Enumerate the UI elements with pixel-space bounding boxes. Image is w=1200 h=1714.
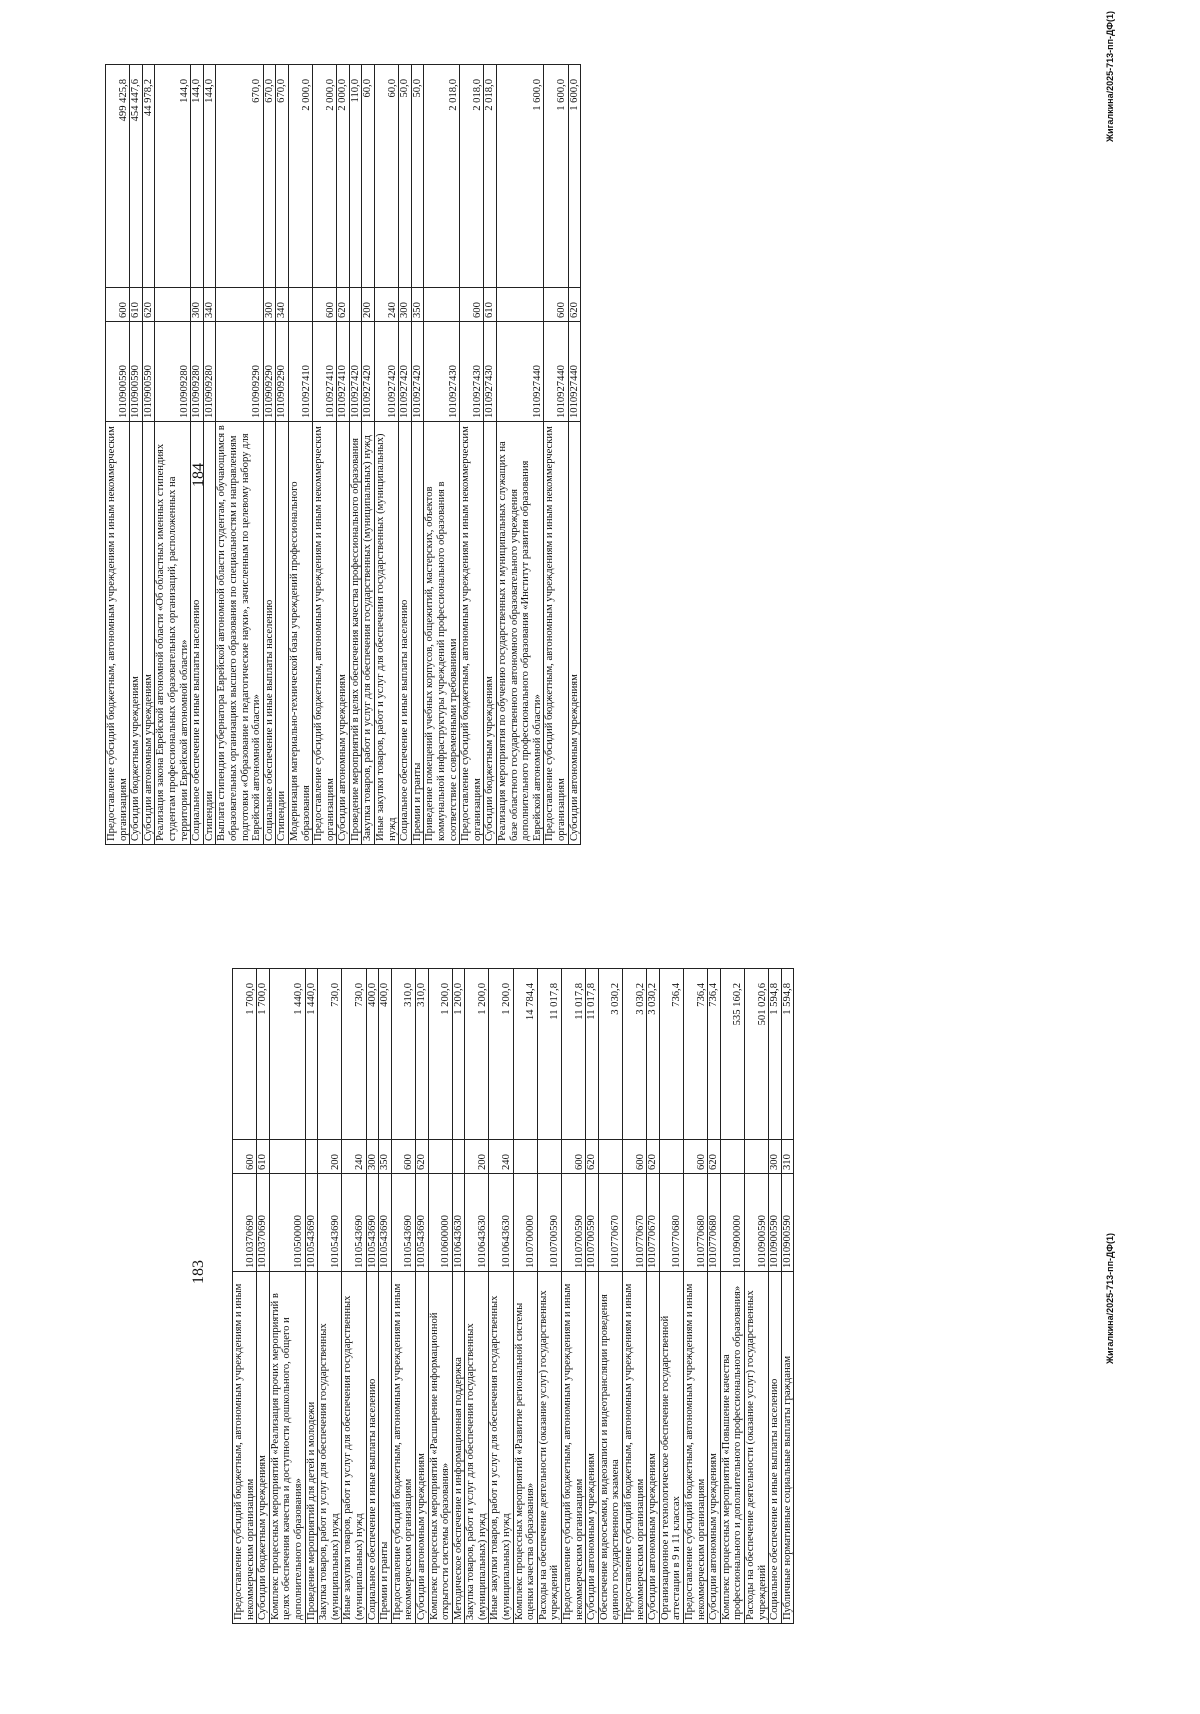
row-name: Закупка товаров, работ и услуг для обеспечения государственных (муниципальных) нужд <box>362 422 375 845</box>
table-row <box>130 65 143 845</box>
row-expense-type: 600 <box>544 288 568 322</box>
row-target-code: 1010770670 <box>647 1174 660 1272</box>
row-name: Социальное обеспечение и иные выплаты населению <box>769 1272 782 1624</box>
row-target-code: 1010927440 <box>497 322 544 422</box>
row-target-code: 1010370690 <box>257 1174 270 1272</box>
row-name: Субсидии автономным учреждениям <box>647 1272 660 1624</box>
table-row <box>623 969 647 1624</box>
row-name: Иные закупки товаров, работ и услуг для обеспечения государственных (муниципальных) нужд <box>375 422 399 845</box>
row-target-code: 1010700590 <box>537 1174 561 1272</box>
row-target-code: 1010927420 <box>411 322 424 422</box>
row-expense-type: 350 <box>411 288 424 322</box>
row-name: Проведение мероприятий в целях обеспечения качества профессионального образования <box>349 422 362 845</box>
row-target-code: 1010909280 <box>155 322 191 422</box>
row-name: Социальное обеспечение и иные выплаты населению <box>366 1272 379 1624</box>
row-name: Социальное обеспечение и иные выплаты населению <box>191 422 204 845</box>
row-amount: 1 600,0 <box>568 65 581 288</box>
row-name: Организационное и технологическое обеспечение государственной аттестации в 9 и 11 классах <box>659 1272 683 1624</box>
row-amount: 11 017,8 <box>586 969 599 1140</box>
row-target-code: 1010700590 <box>562 1174 586 1272</box>
table-row <box>544 65 568 845</box>
row-name: Методическое обеспечение и информационная поддержка <box>452 1272 465 1624</box>
table-row <box>155 65 191 845</box>
table-row <box>497 65 544 845</box>
row-target-code: 1010543690 <box>366 1174 379 1272</box>
row-amount: 310,0 <box>391 969 415 1140</box>
row-expense-type: 200 <box>465 1140 489 1174</box>
row-amount: 730,0 <box>342 969 366 1140</box>
row-expense-type: 620 <box>647 1140 660 1174</box>
row-name: Субсидии автономным учреждениям <box>586 1272 599 1624</box>
row-name: Приведение помещений учебных корпусов, общежитий, мастерских, объектов коммунальной инфраструктуры учреждений профессионального образования в соответствие с современными требованиями <box>424 422 460 845</box>
row-expense-type <box>497 288 544 322</box>
row-target-code: 1010927410 <box>337 322 350 422</box>
row-name: Премии и гранты <box>411 422 424 845</box>
table-row <box>460 65 484 845</box>
row-amount: 1 200,0 <box>452 969 465 1140</box>
row-target-code: 1010927410 <box>288 322 312 422</box>
row-expense-type <box>659 1140 683 1174</box>
row-expense-type <box>720 1140 744 1174</box>
row-expense-type: 610 <box>130 288 143 322</box>
row-expense-type <box>513 1140 537 1174</box>
row-target-code: 1010900590 <box>142 322 155 422</box>
table-row <box>452 969 465 1624</box>
table-row <box>391 969 415 1624</box>
row-expense-type <box>744 1140 768 1174</box>
row-target-code: 1010900590 <box>769 1174 782 1272</box>
row-name: Предоставление субсидий бюджетным, автономным учреждениям и иным некоммерческим организациям <box>106 422 130 845</box>
footer-document-code: Жигалкина/2025-713-пп-ДФ(1) <box>1105 11 1115 142</box>
row-amount: 670,0 <box>263 65 276 288</box>
row-name: Реализация закона Еврейской автономной области «Об областных именных стипендиях студентам профессиональных образовательных организаций, расположенных на территории Еврейской автономной области» <box>155 422 191 845</box>
row-expense-type: 340 <box>276 288 289 322</box>
row-target-code: 1010770670 <box>623 1174 647 1272</box>
row-expense-type: 620 <box>708 1140 721 1174</box>
row-amount: 3 030,2 <box>598 969 622 1140</box>
row-amount: 736,4 <box>708 969 721 1140</box>
row-target-code: 1010909290 <box>276 322 289 422</box>
row-amount: 670,0 <box>216 65 263 288</box>
row-name: Субсидии бюджетным учреждениям <box>257 1272 270 1624</box>
row-name: Закупка товаров, работ и услуг для обеспечения государственных (муниципальных) нужд <box>465 1272 489 1624</box>
row-amount: 144,0 <box>203 65 216 288</box>
table-row <box>342 969 366 1624</box>
row-name: Модернизация материально-технической базы учреждений профессионального образования <box>288 422 312 845</box>
row-target-code: 1010927440 <box>544 322 568 422</box>
row-amount: 499 425,8 <box>106 65 130 288</box>
row-expense-type <box>269 1140 305 1174</box>
row-name: Реализация мероприятия по обучению государственных и муниципальных служащих на базе областного государственного автономного образовательного учреждения дополнительного профессионального образования «Институт развития образования Еврейской автономной области» <box>497 422 544 845</box>
row-target-code: 1010927420 <box>375 322 399 422</box>
row-name: Иные закупки товаров, работ и услуг для обеспечения государственных (муниципальных) нужд <box>342 1272 366 1624</box>
row-expense-type <box>288 288 312 322</box>
row-expense-type: 600 <box>313 288 337 322</box>
row-amount: 1 440,0 <box>269 969 305 1140</box>
row-expense-type: 620 <box>415 1140 428 1174</box>
row-amount: 14 784,4 <box>513 969 537 1140</box>
row-target-code: 1010643630 <box>489 1174 513 1272</box>
row-expense-type: 200 <box>362 288 375 322</box>
table-row <box>424 65 460 845</box>
table-row <box>276 65 289 845</box>
row-amount: 110,0 <box>349 65 362 288</box>
row-expense-type: 600 <box>106 288 130 322</box>
row-name: Стипендии <box>276 422 289 845</box>
row-target-code: 1010543690 <box>379 1174 392 1272</box>
row-amount: 1 600,0 <box>497 65 544 288</box>
row-name: Социальное обеспечение и иные выплаты населению <box>399 422 412 845</box>
row-name: Премии и гранты <box>379 1272 392 1624</box>
row-target-code: 1010600000 <box>428 1174 452 1272</box>
row-amount: 2 000,0 <box>313 65 337 288</box>
row-amount: 50,0 <box>399 65 412 288</box>
footer-document-code: Жигалкина/2025-713-пп-ДФ(1) <box>1105 1233 1115 1364</box>
table-row <box>203 65 216 845</box>
row-target-code: 1010700590 <box>586 1174 599 1272</box>
row-name: Комплекс процессных мероприятий «Реализация прочих мероприятий в целях обеспечения качества и доступности дошкольного, общего и дополнительного образования» <box>269 1272 305 1624</box>
row-expense-type: 300 <box>366 1140 379 1174</box>
row-expense-type: 610 <box>484 288 497 322</box>
row-expense-type <box>428 1140 452 1174</box>
row-name: Закупка товаров, работ и услуг для обеспечения государственных (муниципальных) нужд <box>318 1272 342 1624</box>
row-target-code: 1010900590 <box>781 1174 794 1272</box>
table-row <box>744 969 768 1624</box>
row-target-code: 1010927430 <box>424 322 460 422</box>
table-row <box>562 969 586 1624</box>
table-row <box>586 969 599 1624</box>
row-amount: 144,0 <box>191 65 204 288</box>
table-row <box>288 65 312 845</box>
row-name: Расходы на обеспечение деятельности (оказание услуг) государственных учреждений <box>537 1272 561 1624</box>
row-amount: 736,4 <box>683 969 707 1140</box>
budget-table <box>232 968 794 1624</box>
row-name: Выплата стипендии губернатора Еврейской автономной области студентам, обучающимся в образовательных организациях высшего образования по специальностям и направлениям подготовки «Образование и педагогические науки», зачисленным по целевому набору для Еврейской автономной области» <box>216 422 263 845</box>
row-expense-type <box>598 1140 622 1174</box>
row-expense-type: 600 <box>391 1140 415 1174</box>
row-name: Предоставление субсидий бюджетным, автономным учреждениям и иным некоммерческим организациям <box>562 1272 586 1624</box>
row-target-code: 1010927410 <box>313 322 337 422</box>
row-target-code: 1010900000 <box>720 1174 744 1272</box>
row-amount: 1 594,8 <box>769 969 782 1140</box>
row-name: Субсидии автономным учреждениям <box>415 1272 428 1624</box>
table-row <box>513 969 537 1624</box>
row-amount: 310,0 <box>415 969 428 1140</box>
row-amount: 2 000,0 <box>337 65 350 288</box>
row-name: Предоставление субсидий бюджетным, автономным учреждениям и иным некоммерческим организациям <box>544 422 568 845</box>
row-amount: 1 200,0 <box>489 969 513 1140</box>
row-expense-type <box>155 288 191 322</box>
row-target-code: 1010927430 <box>460 322 484 422</box>
row-target-code: 1010927420 <box>362 322 375 422</box>
table-row <box>337 65 350 845</box>
row-expense-type: 300 <box>399 288 412 322</box>
row-amount: 400,0 <box>379 969 392 1140</box>
row-name: Субсидии автономным учреждениям <box>708 1272 721 1624</box>
row-name: Субсидии бюджетным учреждениям <box>484 422 497 845</box>
row-expense-type: 310 <box>781 1140 794 1174</box>
row-target-code: 1010900590 <box>130 322 143 422</box>
row-name: Предоставление субсидий бюджетным, автономным учреждениям и иным некоммерческим организациям <box>683 1272 707 1624</box>
row-target-code: 1010543690 <box>318 1174 342 1272</box>
row-amount: 60,0 <box>362 65 375 288</box>
row-expense-type: 600 <box>623 1140 647 1174</box>
table-row <box>349 65 362 845</box>
row-expense-type: 240 <box>375 288 399 322</box>
table-row <box>411 65 424 845</box>
row-expense-type <box>452 1140 465 1174</box>
row-expense-type <box>216 288 263 322</box>
row-amount: 1 700,0 <box>257 969 270 1140</box>
row-target-code: 1010909290 <box>216 322 263 422</box>
table-row <box>568 65 581 845</box>
row-name: Обеспечение видеосъемки, видеозаписи и видеотрансляции проведения единого государственного экзамена <box>598 1272 622 1624</box>
row-amount: 2 000,0 <box>288 65 312 288</box>
row-expense-type: 620 <box>142 288 155 322</box>
row-expense-type: 620 <box>586 1140 599 1174</box>
table-row <box>537 969 561 1624</box>
row-expense-type: 300 <box>769 1140 782 1174</box>
row-expense-type: 600 <box>233 1140 257 1174</box>
row-target-code: 1010700000 <box>513 1174 537 1272</box>
row-target-code: 1010543690 <box>342 1174 366 1272</box>
row-target-code: 1010770680 <box>659 1174 683 1272</box>
row-amount: 670,0 <box>276 65 289 288</box>
row-amount: 1 700,0 <box>233 969 257 1140</box>
row-name: Иные закупки товаров, работ и услуг для обеспечения государственных (муниципальных) нужд <box>489 1272 513 1624</box>
page-number: 183 <box>190 1260 207 1284</box>
row-target-code: 1010909290 <box>263 322 276 422</box>
row-target-code: 1010643630 <box>452 1174 465 1272</box>
row-name: Предоставление субсидий бюджетным, автономным учреждениям и иным некоммерческим организациям <box>233 1272 257 1624</box>
row-expense-type <box>305 1140 318 1174</box>
table-row <box>415 969 428 1624</box>
row-name: Проведение мероприятий для детей и молодежи <box>305 1272 318 1624</box>
row-amount: 736,4 <box>659 969 683 1140</box>
row-expense-type: 600 <box>460 288 484 322</box>
row-expense-type <box>424 288 460 322</box>
row-name: Социальное обеспечение и иные выплаты населению <box>263 422 276 845</box>
row-expense-type <box>537 1140 561 1174</box>
row-name: Предоставление субсидий бюджетным, автономным учреждениям и иным некоммерческим организациям <box>313 422 337 845</box>
row-amount: 11 017,8 <box>562 969 586 1140</box>
row-target-code: 1010543690 <box>415 1174 428 1272</box>
row-target-code: 1010543690 <box>391 1174 415 1272</box>
table-row <box>106 65 130 845</box>
table-row <box>489 969 513 1624</box>
row-target-code: 1010770670 <box>598 1174 622 1272</box>
table-row <box>263 65 276 845</box>
row-amount: 454 447,6 <box>130 65 143 288</box>
row-expense-type: 200 <box>318 1140 342 1174</box>
row-name: Субсидии автономным учреждениям <box>337 422 350 845</box>
row-target-code: 1010500000 <box>269 1174 305 1272</box>
row-expense-type <box>349 288 362 322</box>
table-row <box>647 969 660 1624</box>
row-expense-type: 600 <box>683 1140 707 1174</box>
row-amount: 11 017,8 <box>537 969 561 1140</box>
table-row <box>683 969 707 1624</box>
row-expense-type: 340 <box>203 288 216 322</box>
table-row <box>708 969 721 1624</box>
row-target-code: 1010643630 <box>465 1174 489 1272</box>
table-row <box>318 969 342 1624</box>
row-name: Комплекс процессных мероприятий «Расширение информационной открытости системы образования» <box>428 1272 452 1624</box>
row-expense-type: 240 <box>342 1140 366 1174</box>
table-row <box>257 969 270 1624</box>
row-target-code: 1010927420 <box>349 322 362 422</box>
table-row <box>216 65 263 845</box>
table-row <box>142 65 155 845</box>
table-row <box>313 65 337 845</box>
table-row <box>659 969 683 1624</box>
table-row <box>484 65 497 845</box>
table-row <box>366 969 379 1624</box>
table-row <box>399 65 412 845</box>
row-expense-type: 300 <box>263 288 276 322</box>
row-expense-type: 240 <box>489 1140 513 1174</box>
row-target-code: 1010909280 <box>203 322 216 422</box>
row-target-code: 1010927430 <box>484 322 497 422</box>
row-name: Стипендии <box>203 422 216 845</box>
table-row <box>233 969 257 1624</box>
row-amount: 400,0 <box>366 969 379 1140</box>
table-row <box>769 969 782 1624</box>
table-row <box>375 65 399 845</box>
row-name: Субсидии автономным учреждениям <box>568 422 581 845</box>
row-amount: 501 020,6 <box>744 969 768 1140</box>
row-name: Расходы на обеспечение деятельности (оказание услуг) государственных учреждений <box>744 1272 768 1624</box>
row-expense-type: 620 <box>568 288 581 322</box>
row-expense-type: 600 <box>562 1140 586 1174</box>
table-row <box>428 969 452 1624</box>
row-name: Предоставление субсидий бюджетным, автономным учреждениям и иным некоммерческим организациям <box>623 1272 647 1624</box>
row-amount: 1 600,0 <box>544 65 568 288</box>
row-amount: 60,0 <box>375 65 399 288</box>
row-name: Публичные нормативные социальные выплаты гражданам <box>781 1272 794 1624</box>
row-amount: 1 200,0 <box>465 969 489 1140</box>
row-amount: 1 200,0 <box>428 969 452 1140</box>
row-name: Субсидии бюджетным учреждениям <box>130 422 143 845</box>
row-name: Субсидии автономным учреждениям <box>142 422 155 845</box>
row-amount: 50,0 <box>411 65 424 288</box>
table-row <box>720 969 744 1624</box>
row-amount: 3 030,2 <box>623 969 647 1140</box>
row-target-code: 1010900590 <box>744 1174 768 1272</box>
row-amount: 535 160,2 <box>720 969 744 1140</box>
row-amount: 2 018,0 <box>460 65 484 288</box>
page-183 <box>0 857 1200 1714</box>
row-name: Предоставление субсидий бюджетным, автономным учреждениям и иным некоммерческим организациям <box>460 422 484 845</box>
row-target-code: 1010370690 <box>233 1174 257 1272</box>
table-row <box>465 969 489 1624</box>
row-amount: 1 440,0 <box>305 969 318 1140</box>
table-row <box>781 969 794 1624</box>
row-target-code: 1010900590 <box>106 322 130 422</box>
row-amount: 1 594,8 <box>781 969 794 1140</box>
row-target-code: 1010909280 <box>191 322 204 422</box>
row-target-code: 1010927420 <box>399 322 412 422</box>
table-row <box>598 969 622 1624</box>
row-name: Предоставление субсидий бюджетным, автономным учреждениям и иным некоммерческим организациям <box>391 1272 415 1624</box>
row-target-code: 1010927440 <box>568 322 581 422</box>
row-target-code: 1010543690 <box>305 1174 318 1272</box>
row-amount: 2 018,0 <box>424 65 460 288</box>
table-row <box>191 65 204 845</box>
row-amount: 144,0 <box>155 65 191 288</box>
table-row <box>379 969 392 1624</box>
table-row <box>269 969 305 1624</box>
row-name: Комплекс процессных мероприятий «Повышение качества профессионального и дополнительного профессионального образования» <box>720 1272 744 1624</box>
row-amount: 730,0 <box>318 969 342 1140</box>
row-expense-type: 300 <box>191 288 204 322</box>
row-name: Комплекс процессных мероприятий «Развитие региональной системы оценки качества образования» <box>513 1272 537 1624</box>
table-row <box>305 969 318 1624</box>
page-number: 184 <box>190 463 207 487</box>
budget-table <box>105 64 581 845</box>
row-target-code: 1010770680 <box>708 1174 721 1272</box>
row-amount: 44 978,2 <box>142 65 155 288</box>
row-expense-type: 350 <box>379 1140 392 1174</box>
table-row <box>362 65 375 845</box>
row-amount: 2 018,0 <box>484 65 497 288</box>
row-amount: 3 030,2 <box>647 969 660 1140</box>
row-expense-type: 610 <box>257 1140 270 1174</box>
row-expense-type: 620 <box>337 288 350 322</box>
row-target-code: 1010770680 <box>683 1174 707 1272</box>
